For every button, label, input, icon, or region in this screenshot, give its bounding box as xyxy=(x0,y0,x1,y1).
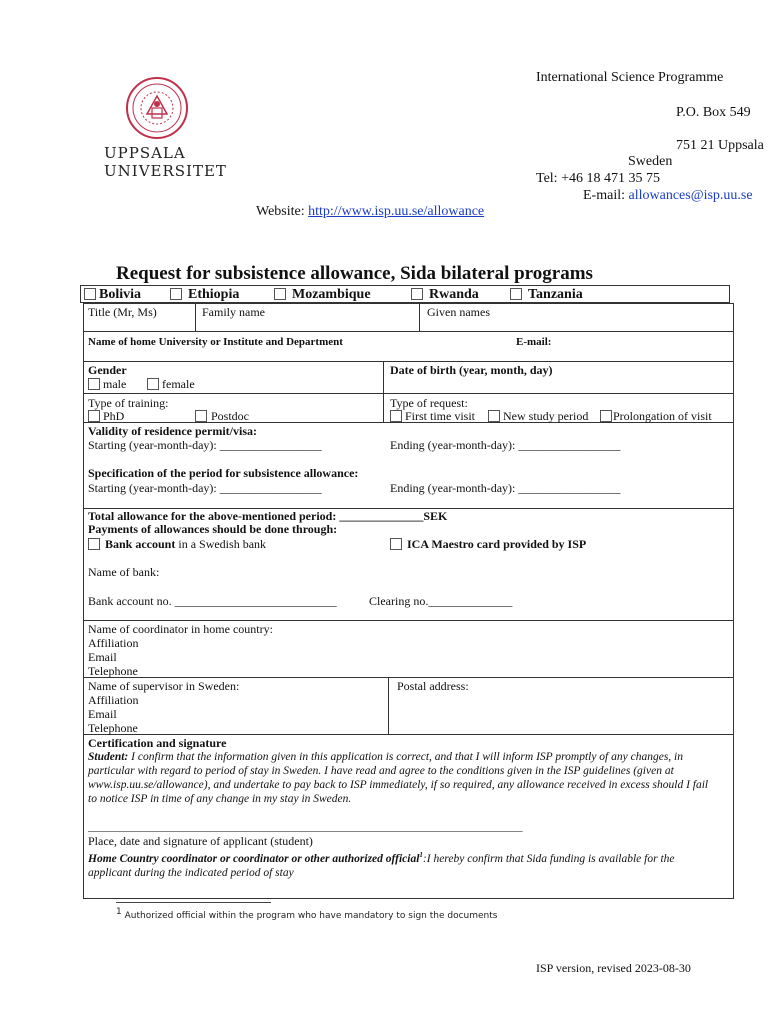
label-sup-aff: Affiliation xyxy=(88,693,139,707)
address-country: Sweden xyxy=(628,154,673,169)
label-place-date: Place, date and signature of applicant (student) xyxy=(88,834,313,848)
signature-line[interactable]: _______________________________________________________________________________ xyxy=(88,821,523,833)
website-label: Website: xyxy=(256,204,309,219)
logo-line1: UPPSALA xyxy=(104,144,186,162)
checkbox-ethiopia[interactable] xyxy=(170,288,182,300)
field-validity-start[interactable]: Starting (year-month-day): _________________ xyxy=(88,438,322,452)
checkbox-postdoc[interactable] xyxy=(195,410,207,422)
label-type-request: Type of request: xyxy=(390,396,468,410)
label-gender: Gender xyxy=(88,363,127,377)
checkbox-tanzania[interactable] xyxy=(510,288,522,300)
label-family-name: Family name xyxy=(202,305,265,319)
label-dob: Date of birth (year, month, day) xyxy=(390,363,553,377)
option-phd[interactable]: PhD xyxy=(88,409,124,423)
checkbox-rwanda[interactable] xyxy=(411,288,423,300)
country-rwanda[interactable]: Rwanda xyxy=(411,287,479,303)
label-given-names: Given names xyxy=(427,305,490,319)
checkbox-male[interactable] xyxy=(88,378,100,390)
option-first-time[interactable]: First time visit xyxy=(390,409,475,423)
coord-cert-text: :I hereby confirm that Sida funding is available for the applicant during the indicated period of stay xyxy=(88,852,675,879)
label-sup-email: Email xyxy=(88,707,117,721)
footnote xyxy=(116,907,497,921)
address-city: 751 21 Uppsala xyxy=(676,138,764,153)
option-male[interactable]: male xyxy=(88,377,126,391)
label-sup-tel: Telephone xyxy=(88,721,138,735)
option-bank-account[interactable]: Bank account in a Swedish bank xyxy=(88,537,266,551)
field-clearing-no[interactable]: Clearing no.______________ xyxy=(369,594,513,608)
email-label: E-mail: xyxy=(583,188,629,203)
field-total-allowance[interactable]: Total allowance for the above-mentioned period: ______________SEK xyxy=(88,509,448,523)
address-pobox: P.O. Box 549 xyxy=(676,105,751,120)
coord-cert-sup: 1 xyxy=(419,851,423,859)
label-sup-name: Name of supervisor in Sweden: xyxy=(88,679,240,693)
uppsala-logo xyxy=(100,76,227,186)
website-link[interactable]: http://www.isp.uu.se/allowance xyxy=(308,204,485,219)
option-postdoc[interactable]: Postdoc xyxy=(195,409,249,423)
checkbox-new-study[interactable] xyxy=(488,410,500,422)
address-email xyxy=(583,189,753,203)
checkbox-bank-account[interactable] xyxy=(88,538,100,550)
university-seal-icon xyxy=(125,76,189,140)
checkbox-mozambique[interactable] xyxy=(274,288,286,300)
label-cert-title: Certification and signature xyxy=(88,736,227,750)
address-website xyxy=(256,205,484,219)
field-spec-end[interactable]: Ending (year-month-day): _________________ xyxy=(390,481,621,495)
coordinator-certification xyxy=(88,848,718,880)
label-title-mr-ms: Title (Mr, Ms) xyxy=(88,305,157,319)
field-spec-start[interactable]: Starting (year-month-day): _________________ xyxy=(88,481,322,495)
logo-line2: UNIVERSITET xyxy=(104,162,227,180)
address-org: International Science Programme xyxy=(536,70,724,85)
checkbox-phd[interactable] xyxy=(88,410,100,422)
label-specification: Specification of the period for subsistence allowance: xyxy=(88,466,359,480)
country-mozambique[interactable]: Mozambique xyxy=(274,287,371,303)
field-name-of-bank[interactable]: Name of bank: xyxy=(88,565,160,579)
checkbox-ica[interactable] xyxy=(390,538,402,550)
student-text: I confirm that the information given in this application is correct, and that I will inform ISP promptly of any changes, in particular with regard to period of stay in Sweden. I have read and agree to the conditions given in the ISP guidelines (given at www.isp.uu.se/allowance), and undertake to pay back to ISP immediately, if so required, any allowance received in excess should I fail to notice ISP in time of any change in my stay in Sweden. xyxy=(88,751,709,805)
version-label: ISP version, revised 2023-08-30 xyxy=(536,961,691,975)
checkbox-bolivia[interactable] xyxy=(84,288,96,300)
footnote-text: Authorized official within the program who have mandatory to sign the documents xyxy=(124,911,498,921)
checkbox-prolongation[interactable] xyxy=(600,410,612,422)
label-validity: Validity of residence permit/visa: xyxy=(88,424,257,438)
country-tanzania[interactable]: Tanzania xyxy=(510,287,583,303)
label-coord-tel: Telephone xyxy=(88,664,138,678)
address-tel: Tel: +46 18 471 35 75 xyxy=(536,171,660,186)
option-new-study[interactable]: New study period xyxy=(488,409,588,423)
coord-cert-label: Home Country coordinator or coordinator or other authorized official xyxy=(88,852,420,865)
field-validity-end[interactable]: Ending (year-month-day): _________________ xyxy=(390,438,621,452)
country-bolivia[interactable]: Bolivia xyxy=(84,287,141,303)
page-title: Request for subsistence allowance, Sida bilateral programs xyxy=(116,263,593,284)
field-bank-account-no[interactable]: Bank account no. ___________________________ xyxy=(88,594,337,608)
email-link[interactable]: allowances@isp.uu.se xyxy=(628,188,753,203)
label-email: E-mail: xyxy=(516,336,552,348)
option-female[interactable]: female xyxy=(147,377,195,391)
option-prolongation[interactable]: Prolongation of visit xyxy=(600,409,712,423)
label-type-training: Type of training: xyxy=(88,396,169,410)
label-coord-name: Name of coordinator in home country: xyxy=(88,622,273,636)
checkbox-female[interactable] xyxy=(147,378,159,390)
student-certification xyxy=(88,750,718,806)
checkbox-first-time[interactable] xyxy=(390,410,402,422)
label-home-university: Name of home University or Institute and Department xyxy=(88,336,343,348)
footnote-divider xyxy=(116,902,271,903)
student-label: Student: xyxy=(88,751,129,763)
label-coord-aff: Affiliation xyxy=(88,636,139,650)
label-payments: Payments of allowances should be done through: xyxy=(88,522,338,536)
option-ica[interactable]: ICA Maestro card provided by ISP xyxy=(390,537,586,551)
footnote-num: 1 xyxy=(116,907,122,917)
label-postal-address: Postal address: xyxy=(397,679,469,693)
label-coord-email: Email xyxy=(88,650,117,664)
country-ethiopia[interactable]: Ethiopia xyxy=(170,287,239,303)
